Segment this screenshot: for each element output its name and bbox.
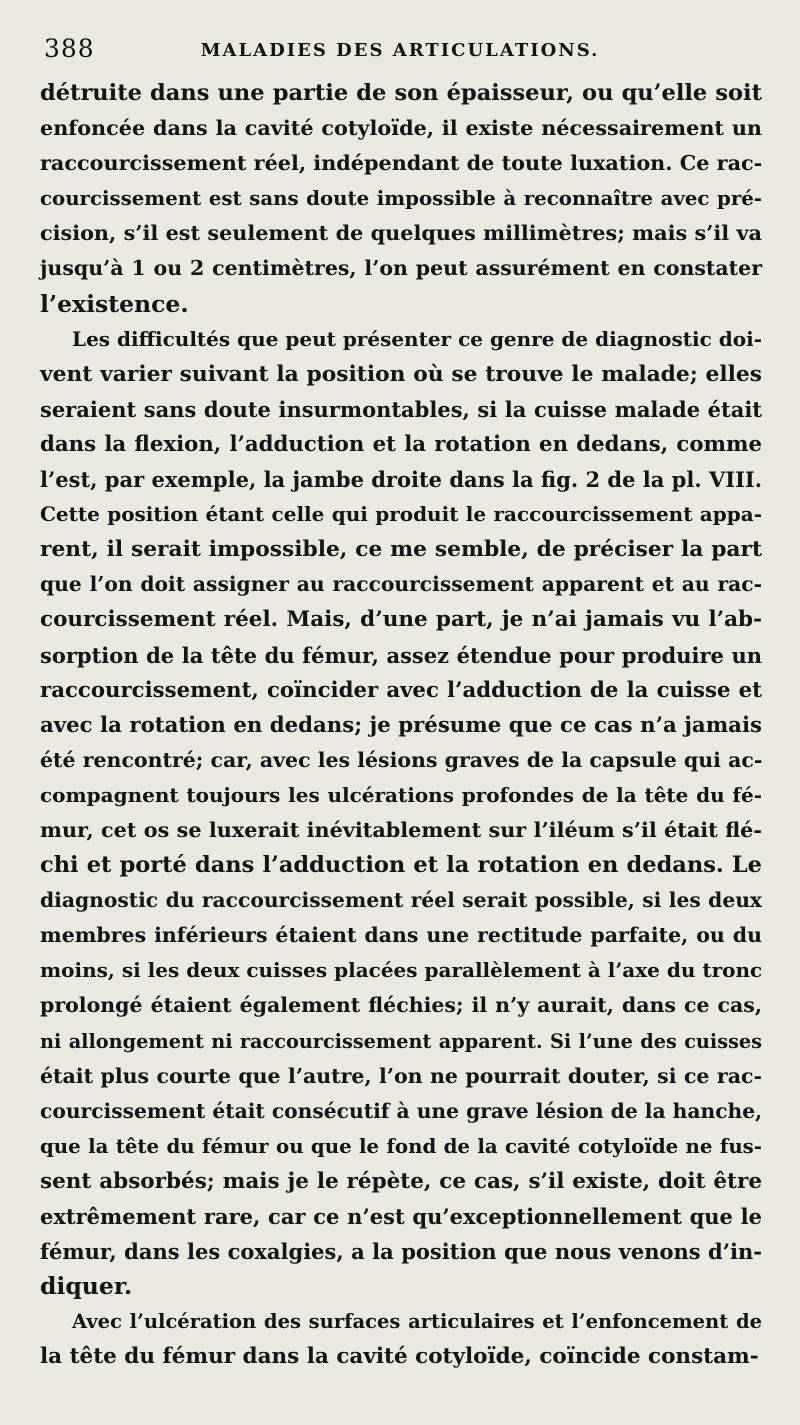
text-line: diagnostic du raccourcissement réel serait possible, si les deux (40, 888, 762, 913)
text-line: courcissement est sans doute impossible à reconnaître avec pré- (40, 186, 762, 211)
text-line: que l’on doit assigner au raccourcissement apparent et au rac- (40, 572, 762, 597)
text-line: que la tête du fémur ou que le fond de la cavité cotyloïde ne fus- (40, 1133, 762, 1158)
running-title: MALADIES DES ARTICULATIONS. (200, 40, 600, 61)
text-line: mur, cet os se luxerait inévitablement sur l’iléum s’il était flé- (40, 817, 762, 842)
text-line: seraient sans doute insurmontables, si la cuisse malade était (40, 396, 762, 422)
body-text (40, 76, 762, 1374)
text-line: moins, si les deux cuisses placées parallèlement à l’axe du tronc (40, 958, 763, 983)
text-line: l’est, par exemple, la jambe droite dans la fig. 2 de la pl. VIII. (40, 467, 763, 493)
text-line: détruite dans une partie de son épaisseur, ou qu’elle soit (40, 80, 762, 106)
text-line: extrêmement rare, car ce n’est qu’exceptionnellement que le (40, 1204, 762, 1229)
text-line: sorption de la tête du fémur, assez étendue pour produire un (40, 642, 762, 668)
text-line: Les difficultés que peut présenter ce genre de diagnostic doi- (72, 326, 762, 351)
text-line: chi et porté dans l’adduction et la rotation en dedans. Le (40, 852, 762, 879)
text-line: raccourcissement réel, indépendant de toute luxation. Ce rac- (40, 151, 763, 176)
text-line: été rencontré; car, avec les lésions graves de la capsule qui ac- (40, 747, 763, 772)
text-line: rent, il serait impossible, ce me semble, de préciser la part (40, 537, 762, 563)
text-line: l’existence. (40, 289, 189, 318)
text-line: dans la flexion, l’adduction et la rotation en dedans, comme (40, 431, 762, 457)
paragraph (40, 76, 762, 322)
text-line: courcissement réel. Mais, d’une part, je n’ai jamais vu l’ab- (40, 607, 762, 633)
paragraph (40, 322, 762, 1305)
text-line: sent absorbés; mais je le répète, ce cas, s’il existe, doit être (40, 1168, 762, 1194)
text-line: vent varier suivant la position où se trouve le malade; elles (40, 361, 762, 387)
text-line: prolongé étaient également fléchies; il n’y aurait, dans ce cas, (40, 993, 762, 1018)
paragraph (40, 1304, 762, 1374)
text-line: la tête du fémur dans la cavité cotyloïde, coïncide constam- (40, 1344, 759, 1370)
text-line: membres inférieurs étaient dans une rectitude parfaite, ou du (40, 923, 762, 948)
text-line: était plus courte que l’autre, l’on ne pourrait douter, si ce rac- (40, 1063, 762, 1088)
text-line: ni allongement ni raccourcissement apparent. Si l’une des cuisses (40, 1029, 762, 1053)
running-head (40, 34, 760, 66)
text-line: diquer. (40, 1272, 133, 1301)
text-line: fémur, dans les coxalgies, a la position que nous venons d’in- (40, 1239, 762, 1265)
text-line: avec la rotation en dedans; je présume que ce cas n’a jamais (40, 712, 762, 738)
text-line: Cette position étant celle qui produit le raccourcissement appa- (40, 502, 762, 527)
text-line: raccourcissement, coïncider avec l’adduction de la cuisse et (40, 677, 762, 703)
text-line: cision, s’il est seulement de quelques millimètres; mais s’il va (40, 221, 762, 246)
page-number: 388 (44, 34, 95, 63)
text-line: compagnent toujours les ulcérations profondes de la tête du fé- (40, 782, 762, 807)
text-line: enfoncée dans la cavité cotyloïde, il existe nécessairement un (40, 116, 762, 141)
text-line: jusqu’à 1 ou 2 centimètres, l’on peut assurément en constater (40, 256, 762, 281)
text-line: courcissement était consécutif à une grave lésion de la hanche, (40, 1098, 763, 1123)
text-line: Avec l’ulcération des surfaces articulaires et l’enfoncement de (72, 1310, 762, 1334)
